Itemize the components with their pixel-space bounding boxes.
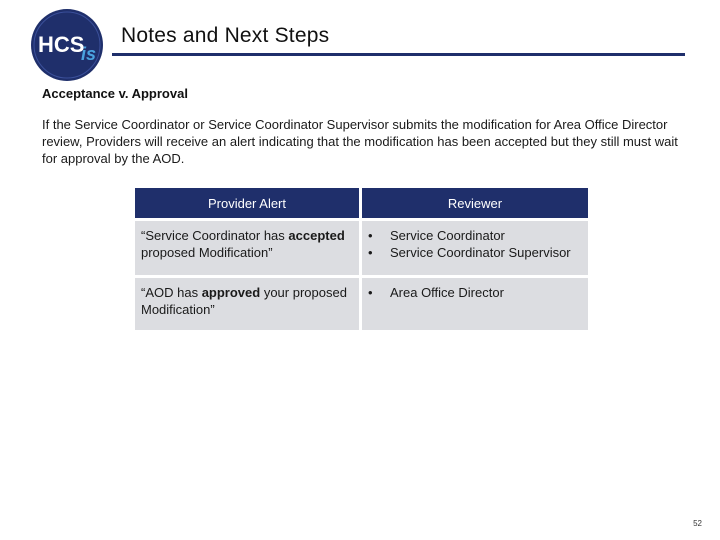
bullet-icon: • <box>368 285 373 300</box>
alert-text-pre: “AOD has <box>141 285 202 300</box>
header-reviewer: Reviewer <box>362 188 588 218</box>
alert-text-post: your proposed Modification” <box>141 285 347 317</box>
alert-text-post: proposed Modification” <box>141 245 273 260</box>
intro-paragraph: If the Service Coordinator or Service Coordinator Supervisor submits the modification for Area Office Director review, Providers will receive an alert indicating that the modification has been accepted but they still must wait for approval by the AOD. <box>42 117 678 166</box>
list-item <box>368 284 582 301</box>
alert-text-bold: accepted <box>288 228 345 243</box>
page-title: Notes and Next Steps <box>121 24 330 47</box>
reviewer-name: Service Coordinator Supervisor <box>390 245 571 260</box>
alert-text-bold: approved <box>201 285 261 300</box>
title-rule <box>112 53 685 56</box>
page-number: 52 <box>693 519 702 528</box>
table-header-row <box>135 188 588 218</box>
table-row <box>135 221 588 275</box>
header-provider-alert: Provider Alert <box>135 188 359 218</box>
table-row <box>135 278 588 330</box>
reviewer-cell <box>362 221 588 275</box>
logo-text-sub: is <box>81 44 97 64</box>
list-item <box>368 244 582 261</box>
section-subheading: Acceptance v. Approval <box>42 86 188 101</box>
reviewer-name: Service Coordinator <box>390 228 505 243</box>
reviewer-cell <box>362 278 588 330</box>
bullet-icon: • <box>368 228 373 243</box>
hcsis-logo <box>30 8 104 82</box>
alert-cell <box>135 278 359 330</box>
bullet-icon: • <box>368 245 373 260</box>
reviewer-name: Area Office Director <box>390 285 504 300</box>
alert-text-pre: “Service Coordinator has <box>141 228 289 243</box>
alert-table <box>132 185 591 333</box>
logo-text-main: HCS <box>38 32 85 57</box>
list-item <box>368 227 582 244</box>
alert-cell <box>135 221 359 275</box>
